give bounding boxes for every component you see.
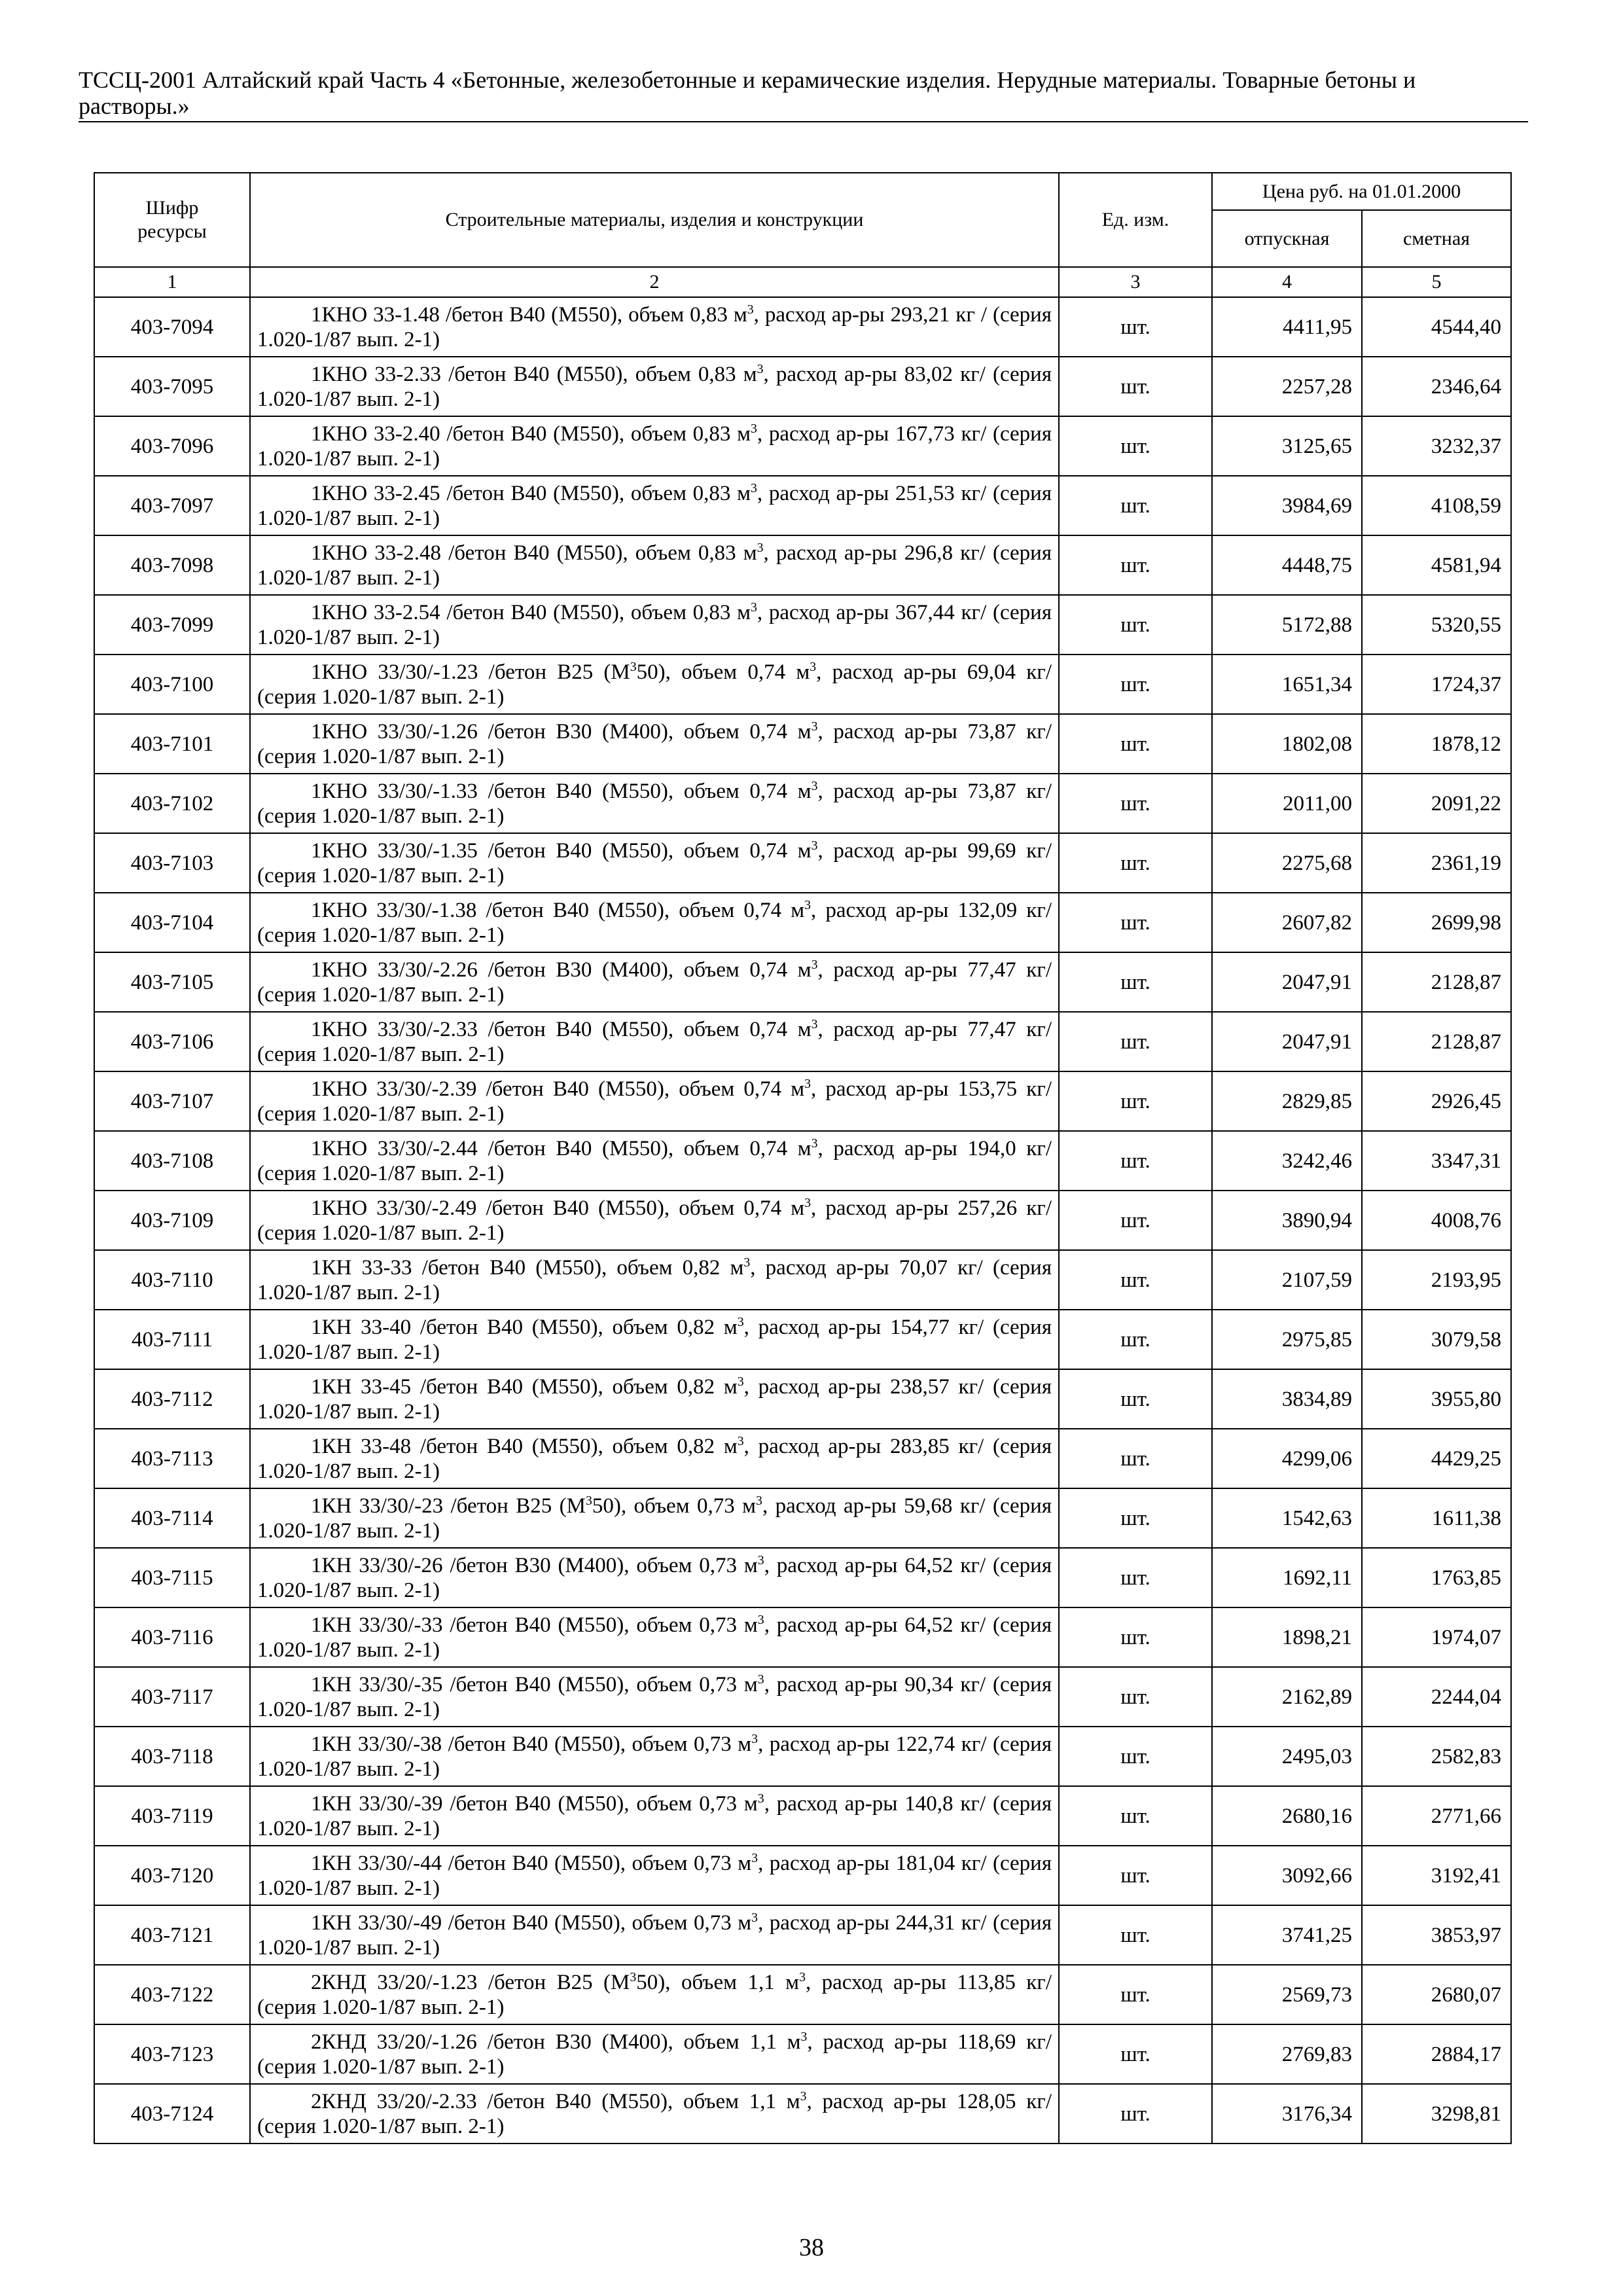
- description-cell: [250, 1012, 1059, 1071]
- description-text: 1КНО 33/30/-1.38 /бетон В40 (М550), объем 0,74 $м^3$, расход ар-ры 132,09 кг/ (серия 1.020-1/87 вып. 2-1): [257, 897, 1052, 947]
- unit-cell: шт.: [1059, 893, 1212, 952]
- description-text: 1КНО 33/30/-2.44 /бетон В40 (М550), объем 0,74 $м^3$, расход ар-ры 194,0 кг/ (серия 1.020-1/87 вып. 2-1): [257, 1136, 1052, 1185]
- description-cell: [250, 2024, 1059, 2084]
- release-price-cell: 2107,59: [1212, 1250, 1362, 1310]
- unit-cell: шт.: [1059, 833, 1212, 893]
- release-price-cell: 2769,83: [1212, 2024, 1362, 2084]
- description-cell: [250, 1548, 1059, 1607]
- description-cell: [250, 476, 1059, 535]
- resource-code-cell: 403-7121: [94, 1905, 250, 1965]
- table-row: [94, 714, 1511, 774]
- description-cell: [250, 416, 1059, 476]
- unit-cell: шт.: [1059, 655, 1212, 714]
- release-price-cell: 3092,66: [1212, 1846, 1362, 1905]
- column-header-name: Строительные материалы, изделия и конструкции: [250, 173, 1059, 267]
- release-price-cell: 4448,75: [1212, 535, 1362, 595]
- unit-cell: шт.: [1059, 1310, 1212, 1369]
- release-price-cell: 4299,06: [1212, 1429, 1362, 1488]
- column-header-estimate-price: сметная: [1362, 210, 1511, 267]
- description-text: 1КНО 33/30/-1.33 /бетон В40 (М550), объем 0,74 $м^3$, расход ар-ры 73,87 кг/ (серия 1.020-1/87 вып. 2-1): [257, 778, 1052, 828]
- description-cell: [250, 1488, 1059, 1548]
- table-row: [94, 595, 1511, 655]
- table-row: [94, 1191, 1511, 1250]
- description-text: 1КН 33/30/-26 /бетон В30 (М400), объем 0,73 $м^3$, расход ар-ры 64,52 кг/ (серия 1.020-1/87 вып. 2-1): [257, 1552, 1052, 1602]
- table-row: [94, 1667, 1511, 1727]
- estimate-price-cell: 3232,37: [1362, 416, 1511, 476]
- description-cell: [250, 1310, 1059, 1369]
- resource-code-cell: 403-7123: [94, 2024, 250, 2084]
- table-row: [94, 1965, 1511, 2024]
- unit-cell: шт.: [1059, 1786, 1212, 1846]
- description-cell: [250, 1905, 1059, 1965]
- unit-cell: шт.: [1059, 1965, 1212, 2024]
- release-price-cell: 3176,34: [1212, 2084, 1362, 2144]
- unit-cell: шт.: [1059, 1012, 1212, 1071]
- resource-code-cell: 403-7099: [94, 595, 250, 655]
- table-row: [94, 1310, 1511, 1369]
- table-row: [94, 833, 1511, 893]
- release-price-cell: 2569,73: [1212, 1965, 1362, 2024]
- table-row: [94, 1846, 1511, 1905]
- description-text: 2КНД 33/20/-2.33 /бетон В40 (М550), объем 1,1 $м^3$, расход ар-ры 128,05 кг/ (серия 1.020-1/87 вып. 2-1): [257, 2089, 1052, 2138]
- resource-code-cell: 403-7107: [94, 1071, 250, 1131]
- table-row: [94, 476, 1511, 535]
- release-price-cell: 3242,46: [1212, 1131, 1362, 1191]
- estimate-price-cell: 5320,55: [1362, 595, 1511, 655]
- estimate-price-cell: 2680,07: [1362, 1965, 1511, 2024]
- table-row: [94, 1786, 1511, 1846]
- estimate-price-cell: 2926,45: [1362, 1071, 1511, 1131]
- description-cell: [250, 1965, 1059, 2024]
- resource-code-cell: 403-7102: [94, 774, 250, 833]
- unit-cell: шт.: [1059, 1607, 1212, 1667]
- estimate-price-cell: 4581,94: [1362, 535, 1511, 595]
- resource-code-cell: 403-7106: [94, 1012, 250, 1071]
- description-text: 1КН 33-45 /бетон В40 (М550), объем 0,82 $м^3$, расход ар-ры 238,57 кг/ (серия 1.020-1/87 вып. 2-1): [257, 1374, 1052, 1424]
- table-row: [94, 1429, 1511, 1488]
- table-row: [94, 952, 1511, 1012]
- column-header-release-price: отпускная: [1212, 210, 1362, 267]
- table-row: [94, 357, 1511, 416]
- unit-cell: шт.: [1059, 1905, 1212, 1965]
- description-cell: [250, 1191, 1059, 1250]
- description-text: 1КН 33/30/-44 /бетон В40 (М550), объем 0,73 $м^3$, расход ар-ры 181,04 кг/ (серия 1.020-1/87 вып. 2-1): [257, 1850, 1052, 1900]
- column-number: 5: [1362, 267, 1511, 297]
- description-text: 1КНО 33-2.40 /бетон В40 (М550), объем 0,83 $м^3$, расход ар-ры 167,73 кг/ (серия 1.020-1/87 вып. 2-1): [257, 421, 1052, 471]
- description-cell: [250, 1429, 1059, 1488]
- estimate-price-cell: 3347,31: [1362, 1131, 1511, 1191]
- release-price-cell: 4411,95: [1212, 297, 1362, 357]
- unit-cell: шт.: [1059, 1727, 1212, 1786]
- table-row: [94, 535, 1511, 595]
- resource-code-cell: 403-7097: [94, 476, 250, 535]
- release-price-cell: 2162,89: [1212, 1667, 1362, 1727]
- resource-code-cell: 403-7112: [94, 1369, 250, 1429]
- estimate-price-cell: 1763,85: [1362, 1548, 1511, 1607]
- estimate-price-cell: 2771,66: [1362, 1786, 1511, 1846]
- table-row: [94, 1727, 1511, 1786]
- description-cell: [250, 1667, 1059, 1727]
- estimate-price-cell: 1878,12: [1362, 714, 1511, 774]
- release-price-cell: 2257,28: [1212, 357, 1362, 416]
- description-text: 1КН 33/30/-35 /бетон В40 (М550), объем 0,73 $м^3$, расход ар-ры 90,34 кг/ (серия 1.020-1/87 вып. 2-1): [257, 1672, 1052, 1721]
- description-text: 1КНО 33-2.45 /бетон В40 (М550), объем 0,83 $м^3$, расход ар-ры 251,53 кг/ (серия 1.020-1/87 вып. 2-1): [257, 480, 1052, 530]
- estimate-price-cell: 1974,07: [1362, 1607, 1511, 1667]
- description-cell: [250, 1607, 1059, 1667]
- resource-code-cell: 403-7113: [94, 1429, 250, 1488]
- unit-cell: шт.: [1059, 476, 1212, 535]
- table-row: [94, 1548, 1511, 1607]
- unit-cell: шт.: [1059, 714, 1212, 774]
- description-text: 1КНО 33/30/-2.39 /бетон В40 (М550), объем 0,74 $м^3$, расход ар-ры 153,75 кг/ (серия 1.020-1/87 вып. 2-1): [257, 1076, 1052, 1126]
- release-price-cell: 1542,63: [1212, 1488, 1362, 1548]
- resource-code-cell: 403-7095: [94, 357, 250, 416]
- resource-code-cell: 403-7101: [94, 714, 250, 774]
- description-text: 1КНО 33-2.33 /бетон В40 (М550), объем 0,83 $м^3$, расход ар-ры 83,02 кг/ (серия 1.020-1/87 вып. 2-1): [257, 361, 1052, 411]
- estimate-price-cell: 3298,81: [1362, 2084, 1511, 2144]
- resource-code-cell: 403-7115: [94, 1548, 250, 1607]
- unit-cell: шт.: [1059, 2084, 1212, 2144]
- unit-cell: шт.: [1059, 535, 1212, 595]
- resource-code-cell: 403-7117: [94, 1667, 250, 1727]
- resource-code-cell: 403-7103: [94, 833, 250, 893]
- estimate-price-cell: 4544,40: [1362, 297, 1511, 357]
- description-text: 2КНД 33/20/-1.23 /бетон В25 $(М^350)$, объем 1,1 $м^3$, расход ар-ры 113,85 кг/ (серия 1.020-1/87 вып. 2-1): [257, 1969, 1052, 2019]
- estimate-price-cell: 2346,64: [1362, 357, 1511, 416]
- release-price-cell: 1692,11: [1212, 1548, 1362, 1607]
- table-row: [94, 416, 1511, 476]
- description-cell: [250, 297, 1059, 357]
- resource-code-cell: 403-7118: [94, 1727, 250, 1786]
- unit-cell: шт.: [1059, 595, 1212, 655]
- resource-code-cell: 403-7110: [94, 1250, 250, 1310]
- resource-code-cell: 403-7116: [94, 1607, 250, 1667]
- description-cell: [250, 1369, 1059, 1429]
- description-text: 1КН 33/30/-39 /бетон В40 (М550), объем 0,73 $м^3$, расход ар-ры 140,8 кг/ (серия 1.020-1/87 вып. 2-1): [257, 1791, 1052, 1840]
- description-cell: [250, 952, 1059, 1012]
- header-divider: [79, 121, 1528, 122]
- unit-cell: шт.: [1059, 1667, 1212, 1727]
- release-price-cell: 2495,03: [1212, 1727, 1362, 1786]
- description-cell: [250, 833, 1059, 893]
- resource-code-cell: 403-7100: [94, 655, 250, 714]
- column-number: 1: [94, 267, 250, 297]
- description-text: 1КНО 33/30/-1.23 /бетон В25 $(М^350)$, объем 0,74 $м^3$, расход ар-ры 69,04 кг/ (серия 1.020-1/87 вып. 2-1): [257, 659, 1052, 709]
- release-price-cell: 2275,68: [1212, 833, 1362, 893]
- resource-code-cell: 403-7098: [94, 535, 250, 595]
- description-cell: [250, 655, 1059, 714]
- table-row: [94, 1250, 1511, 1310]
- release-price-cell: 5172,88: [1212, 595, 1362, 655]
- resource-code-cell: 403-7122: [94, 1965, 250, 2024]
- description-cell: [250, 1846, 1059, 1905]
- description-text: 1КНО 33/30/-2.33 /бетон В40 (М550), объем 0,74 $м^3$, расход ар-ры 77,47 кг/ (серия 1.020-1/87 вып. 2-1): [257, 1016, 1052, 1066]
- estimate-price-cell: 2361,19: [1362, 833, 1511, 893]
- table-row: [94, 1488, 1511, 1548]
- resource-code-cell: 403-7109: [94, 1191, 250, 1250]
- unit-cell: шт.: [1059, 1369, 1212, 1429]
- table-row: [94, 774, 1511, 833]
- estimate-price-cell: 2582,83: [1362, 1727, 1511, 1786]
- release-price-cell: 3984,69: [1212, 476, 1362, 535]
- release-price-cell: 3834,89: [1212, 1369, 1362, 1429]
- table-row: [94, 1012, 1511, 1071]
- unit-cell: шт.: [1059, 1191, 1212, 1250]
- unit-cell: шт.: [1059, 1131, 1212, 1191]
- resource-code-cell: 403-7120: [94, 1846, 250, 1905]
- description-cell: [250, 357, 1059, 416]
- unit-cell: шт.: [1059, 1488, 1212, 1548]
- estimate-price-cell: 2128,87: [1362, 1012, 1511, 1071]
- release-price-cell: 2607,82: [1212, 893, 1362, 952]
- description-cell: [250, 774, 1059, 833]
- estimate-price-cell: 1611,38: [1362, 1488, 1511, 1548]
- resource-code-cell: 403-7094: [94, 297, 250, 357]
- description-text: 1КН 33/30/-33 /бетон В40 (М550), объем 0,73 $м^3$, расход ар-ры 64,52 кг/ (серия 1.020-1/87 вып. 2-1): [257, 1612, 1052, 1662]
- description-text: 1КН 33/30/-38 /бетон В40 (М550), объем 0,73 $м^3$, расход ар-ры 122,74 кг/ (серия 1.020-1/87 вып. 2-1): [257, 1731, 1052, 1781]
- description-text: 1КНО 33-2.54 /бетон В40 (М550), объем 0,83 $м^3$, расход ар-ры 367,44 кг/ (серия 1.020-1/87 вып. 2-1): [257, 600, 1052, 649]
- table-row: [94, 655, 1511, 714]
- description-cell: [250, 2084, 1059, 2144]
- resource-code-cell: 403-7119: [94, 1786, 250, 1846]
- release-price-cell: 2680,16: [1212, 1786, 1362, 1846]
- page-number: 38: [799, 2234, 824, 2261]
- estimate-price-cell: 3192,41: [1362, 1846, 1511, 1905]
- estimate-price-cell: 3853,97: [1362, 1905, 1511, 1965]
- description-cell: [250, 893, 1059, 952]
- release-price-cell: 2047,91: [1212, 1012, 1362, 1071]
- release-price-cell: 1802,08: [1212, 714, 1362, 774]
- release-price-cell: 1898,21: [1212, 1607, 1362, 1667]
- estimate-price-cell: 3955,80: [1362, 1369, 1511, 1429]
- description-cell: [250, 1071, 1059, 1131]
- unit-cell: шт.: [1059, 1429, 1212, 1488]
- column-number: 4: [1212, 267, 1362, 297]
- estimate-price-cell: 4429,25: [1362, 1429, 1511, 1488]
- estimate-price-cell: 2244,04: [1362, 1667, 1511, 1727]
- description-text: 1КН 33-48 /бетон В40 (М550), объем 0,82 $м^3$, расход ар-ры 283,85 кг/ (серия 1.020-1/87 вып. 2-1): [257, 1433, 1052, 1483]
- table-row: [94, 1131, 1511, 1191]
- description-text: 1КНО 33/30/-1.26 /бетон В30 (М400), объем 0,74 $м^3$, расход ар-ры 73,87 кг/ (серия 1.020-1/87 вып. 2-1): [257, 719, 1052, 768]
- description-text: 1КНО 33-1.48 /бетон В40 (М550), объем 0,83 $м^3$, расход ар-ры 293,21 кг / (серия 1.020-1/87 вып. 2-1): [257, 302, 1052, 351]
- release-price-cell: 2047,91: [1212, 952, 1362, 1012]
- table-row: [94, 1071, 1511, 1131]
- unit-cell: шт.: [1059, 2024, 1212, 2084]
- unit-cell: шт.: [1059, 952, 1212, 1012]
- description-text: 1КН 33-40 /бетон В40 (М550), объем 0,82 $м^3$, расход ар-ры 154,77 кг/ (серия 1.020-1/87 вып. 2-1): [257, 1314, 1052, 1364]
- unit-cell: шт.: [1059, 1071, 1212, 1131]
- unit-cell: шт.: [1059, 774, 1212, 833]
- column-header-price: Цена руб. на 01.01.2000: [1212, 173, 1511, 210]
- estimate-price-cell: 4108,59: [1362, 476, 1511, 535]
- description-text: 1КН 33/30/-23 /бетон В25 $(М^350)$, объем 0,73 $м^3$, расход ар-ры 59,68 кг/ (серия 1.020-1/87 вып. 2-1): [257, 1493, 1052, 1543]
- table-row: [94, 1607, 1511, 1667]
- table-row: [94, 2024, 1511, 2084]
- release-price-cell: 3741,25: [1212, 1905, 1362, 1965]
- resource-code-cell: 403-7108: [94, 1131, 250, 1191]
- description-cell: [250, 1131, 1059, 1191]
- resource-code-cell: 403-7105: [94, 952, 250, 1012]
- resource-code-cell: 403-7111: [94, 1310, 250, 1369]
- document-header: ТССЦ-2001 Алтайский край Часть 4 «Бетонные, железобетонные и керамические изделия. Нерудные материалы. Товарные бетоны и растворы.»: [79, 67, 1416, 119]
- price-table: [94, 172, 1512, 2144]
- resource-code-cell: 403-7096: [94, 416, 250, 476]
- release-price-cell: 2829,85: [1212, 1071, 1362, 1131]
- table-row: [94, 1369, 1511, 1429]
- description-cell: [250, 595, 1059, 655]
- description-cell: [250, 1786, 1059, 1846]
- resource-code-cell: 403-7124: [94, 2084, 250, 2144]
- table-row: [94, 893, 1511, 952]
- release-price-cell: 2975,85: [1212, 1310, 1362, 1369]
- description-text: 1КНО 33/30/-1.35 /бетон В40 (М550), объем 0,74 $м^3$, расход ар-ры 99,69 кг/ (серия 1.020-1/87 вып. 2-1): [257, 838, 1052, 888]
- description-text: 2КНД 33/20/-1.26 /бетон В30 (М400), объем 1,1 $м^3$, расход ар-ры 118,69 кг/ (серия 1.020-1/87 вып. 2-1): [257, 2029, 1052, 2079]
- estimate-price-cell: 2128,87: [1362, 952, 1511, 1012]
- description-text: 1КНО 33/30/-2.49 /бетон В40 (М550), объем 0,74 $м^3$, расход ар-ры 257,26 кг/ (серия 1.020-1/87 вып. 2-1): [257, 1195, 1052, 1245]
- estimate-price-cell: 4008,76: [1362, 1191, 1511, 1250]
- release-price-cell: 3890,94: [1212, 1191, 1362, 1250]
- unit-cell: шт.: [1059, 416, 1212, 476]
- description-cell: [250, 714, 1059, 774]
- table-row: [94, 297, 1511, 357]
- unit-cell: шт.: [1059, 297, 1212, 357]
- table-row: [94, 2084, 1511, 2144]
- estimate-price-cell: 2193,95: [1362, 1250, 1511, 1310]
- release-price-cell: 1651,34: [1212, 655, 1362, 714]
- column-number: 3: [1059, 267, 1212, 297]
- description-cell: [250, 1250, 1059, 1310]
- description-text: 1КН 33/30/-49 /бетон В40 (М550), объем 0,73 $м^3$, расход ар-ры 244,31 кг/ (серия 1.020-1/87 вып. 2-1): [257, 1910, 1052, 1960]
- release-price-cell: 2011,00: [1212, 774, 1362, 833]
- unit-cell: шт.: [1059, 357, 1212, 416]
- estimate-price-cell: 2091,22: [1362, 774, 1511, 833]
- unit-cell: шт.: [1059, 1846, 1212, 1905]
- description-text: 1КНО 33-2.48 /бетон В40 (М550), объем 0,83 $м^3$, расход ар-ры 296,8 кг/ (серия 1.020-1/87 вып. 2-1): [257, 540, 1052, 590]
- estimate-price-cell: 1724,37: [1362, 655, 1511, 714]
- unit-cell: шт.: [1059, 1250, 1212, 1310]
- column-header-code: Шифр ресурсы: [94, 173, 250, 267]
- table-row: [94, 1905, 1511, 1965]
- description-cell: [250, 535, 1059, 595]
- column-header-unit: Ед. изм.: [1059, 173, 1212, 267]
- resource-code-cell: 403-7114: [94, 1488, 250, 1548]
- description-cell: [250, 1727, 1059, 1786]
- estimate-price-cell: 2699,98: [1362, 893, 1511, 952]
- description-text: 1КН 33-33 /бетон В40 (М550), объем 0,82 $м^3$, расход ар-ры 70,07 кг/ (серия 1.020-1/87 вып. 2-1): [257, 1255, 1052, 1304]
- column-number: 2: [250, 267, 1059, 297]
- description-text: 1КНО 33/30/-2.26 /бетон В30 (М400), объем 0,74 $м^3$, расход ар-ры 77,47 кг/ (серия 1.020-1/87 вып. 2-1): [257, 957, 1052, 1007]
- unit-cell: шт.: [1059, 1548, 1212, 1607]
- release-price-cell: 3125,65: [1212, 416, 1362, 476]
- resource-code-cell: 403-7104: [94, 893, 250, 952]
- estimate-price-cell: 2884,17: [1362, 2024, 1511, 2084]
- estimate-price-cell: 3079,58: [1362, 1310, 1511, 1369]
